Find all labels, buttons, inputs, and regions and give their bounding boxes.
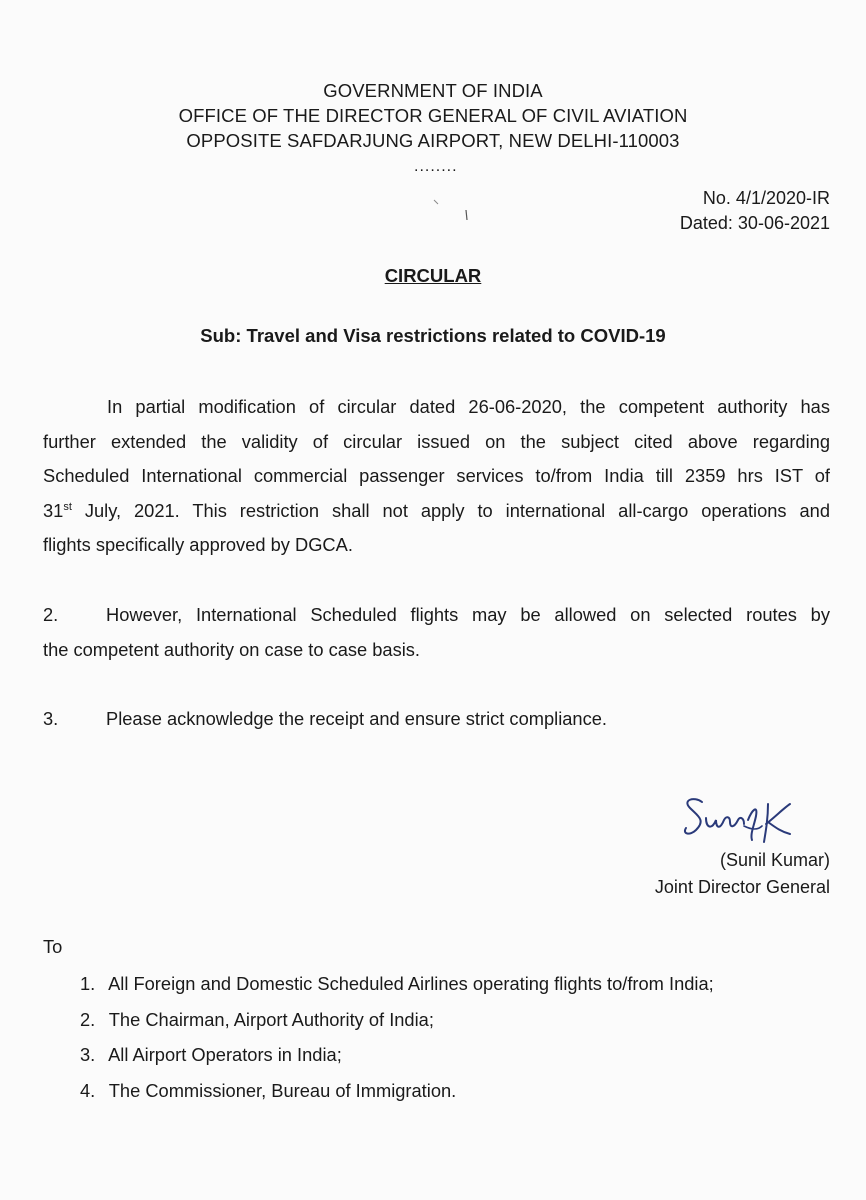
letterhead-line-2: OFFICE OF THE DIRECTOR GENERAL OF CIVIL AVIATION <box>178 105 688 126</box>
paragraph-3-text: Please acknowledge the receipt and ensure strict compliance. <box>106 708 607 729</box>
date-rest: July, 2021. This restriction shall not apply to international all-cargo operations and <box>71 499 830 521</box>
list-item <box>80 966 714 1002</box>
list-number: 2. <box>80 1008 96 1030</box>
signatory-designation: Joint Director General <box>654 877 830 897</box>
list-item <box>80 1002 714 1038</box>
list-number: 3. <box>80 1044 96 1065</box>
letterhead-line-3: OPPOSITE SAFDARJUNG AIRPORT, NEW DELHI-110003 <box>186 130 680 151</box>
paragraph-2-line: the competent authority on case to case basis. <box>43 638 421 660</box>
paragraph-2-text: However, International Scheduled flights may be allowed on selected routes by <box>106 604 830 625</box>
letterhead-separator: ........ <box>414 158 458 175</box>
signatory-name: (Sunil Kumar) <box>719 850 830 870</box>
document-subject: Sub: Travel and Visa restrictions related to COVID-19 <box>200 325 666 346</box>
reference-block <box>680 186 830 236</box>
reference-number: No. 4/1/2020-IR <box>702 188 830 208</box>
paragraph-1-line <box>43 494 830 529</box>
recipient-list <box>80 966 714 1108</box>
paragraph-3-line <box>43 702 830 737</box>
handwritten-signature-icon <box>672 790 822 850</box>
list-text: All Foreign and Domestic Scheduled Airlines operating flights to/from India; <box>108 973 714 994</box>
paragraph-1-line: further extended the validity of circular issued on the subject cited above regarding <box>43 430 830 452</box>
reference-date: Dated: 30-06-2021 <box>679 213 830 233</box>
paragraph-2 <box>43 598 830 667</box>
paragraph-1-line: Scheduled International commercial passenger services to/from India till 2359 hrs IST of <box>43 465 830 486</box>
document-title: CIRCULAR <box>384 265 482 286</box>
paragraph-1-line: In partial modification of circular dated 26-06-2020, the competent authority has <box>107 396 830 417</box>
paragraph-number: 2. <box>43 604 59 625</box>
to-label: To <box>43 936 63 957</box>
letterhead-line-1: GOVERNMENT OF INDIA <box>323 80 543 101</box>
signatory-block <box>655 847 830 901</box>
date-day: 31 <box>43 499 64 521</box>
scan-mark-icon <box>432 196 472 226</box>
list-item <box>80 1037 714 1073</box>
list-number: 1. <box>80 973 96 994</box>
letterhead <box>0 78 866 153</box>
list-item <box>80 1073 714 1109</box>
list-number: 4. <box>80 1079 96 1101</box>
list-text: The Commissioner, Bureau of Immigration. <box>108 1079 457 1101</box>
paragraph-2-line <box>43 598 830 633</box>
paragraph-1-line: flights specifically approved by DGCA. <box>43 534 353 555</box>
list-text: The Chairman, Airport Authority of India; <box>108 1008 434 1030</box>
paragraph-3 <box>43 702 830 737</box>
ordinal-suffix: st <box>63 500 72 513</box>
paragraph-number: 3. <box>43 708 59 729</box>
list-text: All Airport Operators in India; <box>108 1044 342 1065</box>
paragraph-1 <box>43 390 830 563</box>
